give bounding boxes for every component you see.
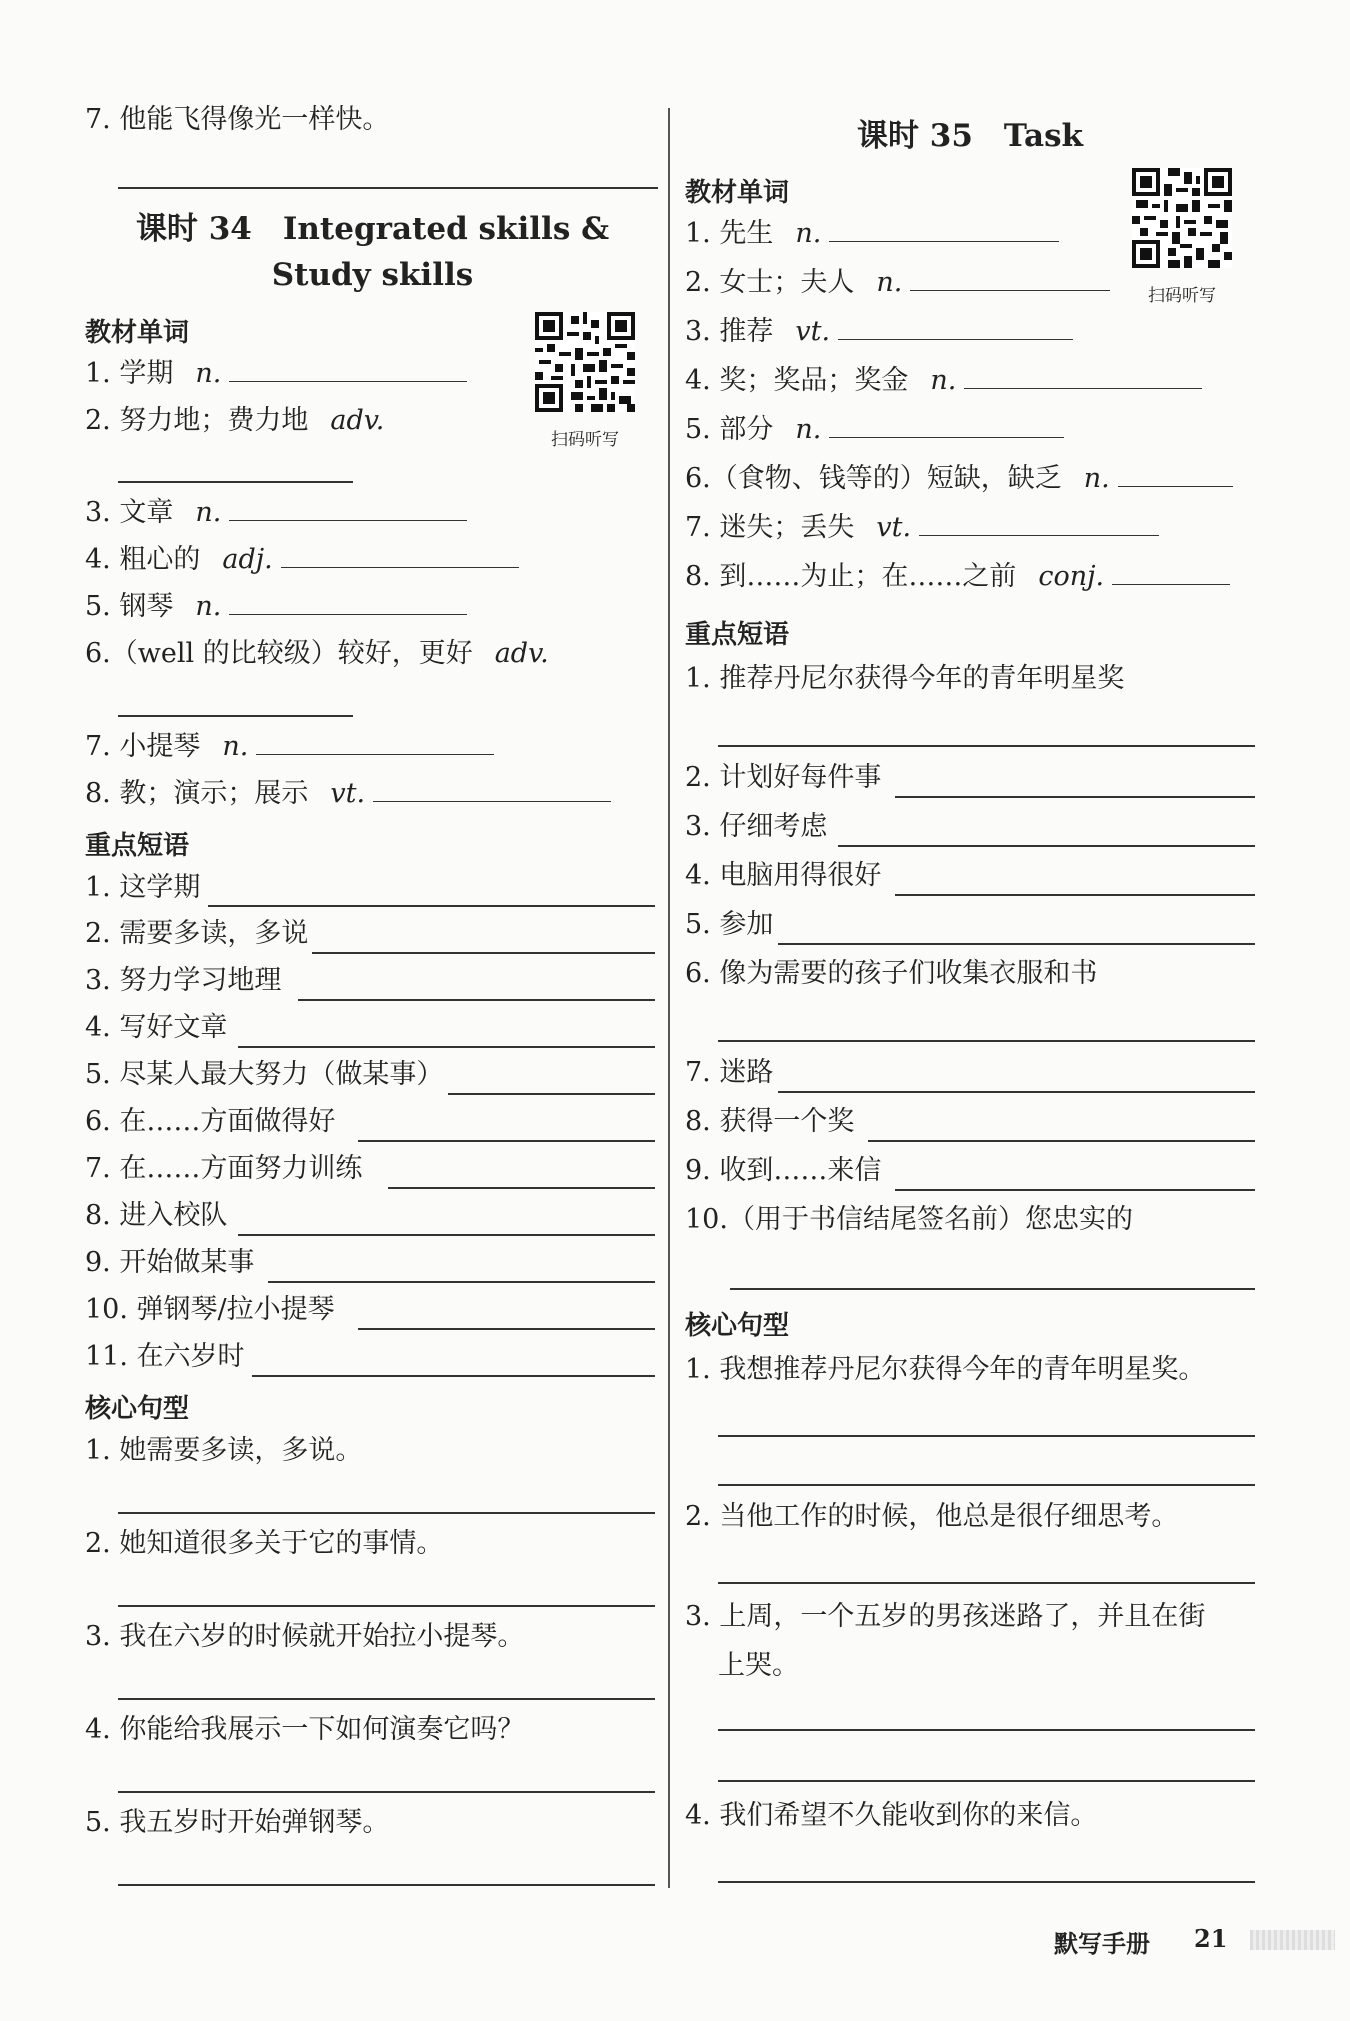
answer-line[interactable] [298, 999, 655, 1001]
qr-caption: 扫码听写 [551, 430, 619, 450]
column-divider [668, 108, 670, 1888]
answer-line[interactable] [1118, 463, 1233, 487]
right-phrase-heading: 重点短语 [685, 620, 790, 650]
qr-caption: 扫码听写 [1148, 286, 1216, 306]
vocab-item: 4. 粗心的 adj. [85, 544, 519, 576]
phrase-item: 6. 在……方面做得好 [85, 1106, 336, 1137]
phrase-item: 6. 像为需要的孩子们收集衣服和书 [685, 958, 1098, 989]
answer-line[interactable] [229, 497, 467, 521]
sentence-item: 3. 我在六岁的时候就开始拉小提琴。 [85, 1621, 525, 1652]
phrase-item: 5. 参加 [685, 909, 774, 940]
footer-decoration [1250, 1930, 1335, 1950]
answer-line[interactable] [964, 365, 1202, 389]
answer-line[interactable] [118, 1512, 655, 1514]
phrase-item: 4. 电脑用得很好 [685, 860, 882, 891]
answer-line[interactable] [358, 1140, 655, 1142]
answer-line[interactable] [281, 544, 519, 568]
answer-line[interactable] [118, 1791, 655, 1793]
vocab-item: 6.（食物、钱等的）短缺，缺乏 n. [685, 463, 1233, 495]
phrase-item: 8. 进入校队 [85, 1200, 228, 1231]
lesson-35-title: 课时 35 Task [856, 118, 1084, 154]
sentence-item: 1. 她需要多读，多说。 [85, 1435, 363, 1466]
answer-line[interactable] [448, 1093, 655, 1095]
answer-line[interactable] [718, 1435, 1255, 1437]
phrase-item: 7. 在……方面努力训练 [85, 1153, 363, 1184]
answer-line[interactable] [238, 1234, 655, 1236]
vocab-item: 8. 到……为止；在……之前 conj. [685, 561, 1230, 593]
phrase-item: 4. 写好文章 [85, 1012, 228, 1043]
phrase-item: 1. 这学期 [85, 872, 201, 903]
vocab-item: 3. 推荐 vt. [685, 316, 1073, 348]
sentence-item: 5. 我五岁时开始弹钢琴。 [85, 1807, 390, 1838]
answer-line[interactable] [895, 796, 1255, 798]
vocab-item: 5. 钢琴 n. [85, 591, 467, 623]
lesson-34-title-line2: Study skills [271, 257, 474, 293]
answer-line[interactable] [718, 1582, 1255, 1584]
answer-line[interactable] [895, 894, 1255, 896]
vocab-item: 7. 迷失；丢失 vt. [685, 512, 1159, 544]
answer-line[interactable] [1112, 561, 1230, 585]
sentence-item: 3. 上周，一个五岁的男孩迷路了，并且在街 [685, 1601, 1206, 1632]
left-top-item: 7. 他能飞得像光一样快。 [85, 104, 390, 135]
sentence-item-continued: 上哭。 [718, 1650, 799, 1681]
qr-code-icon [535, 312, 635, 412]
answer-line[interactable] [718, 1729, 1255, 1731]
phrase-item: 9. 开始做某事 [85, 1247, 255, 1278]
answer-line[interactable] [312, 952, 655, 954]
answer-line[interactable] [730, 1288, 1255, 1290]
footer-book-title: 默写手册 [1054, 1930, 1150, 1958]
answer-line[interactable] [895, 1189, 1255, 1191]
answer-line[interactable] [718, 1881, 1255, 1883]
answer-line[interactable] [118, 1605, 655, 1607]
answer-line[interactable] [358, 1328, 655, 1330]
answer-line[interactable] [118, 481, 353, 483]
answer-line[interactable] [718, 1780, 1255, 1782]
phrase-item: 9. 收到……来信 [685, 1155, 882, 1186]
phrase-item: 8. 获得一个奖 [685, 1106, 855, 1137]
vocab-item: 1. 先生 n. [685, 218, 1059, 250]
answer-line[interactable] [829, 414, 1064, 438]
vocab-item: 8. 教；演示；展示 vt. [85, 778, 611, 810]
left-sentence-heading: 核心句型 [85, 1394, 190, 1424]
sentence-item: 2. 她知道很多关于它的事情。 [85, 1528, 444, 1559]
answer-line[interactable] [229, 591, 467, 615]
vocab-item: 5. 部分 n. [685, 414, 1064, 446]
answer-line[interactable] [388, 1187, 655, 1189]
phrase-item: 5. 尽某人最大努力（做某事） [85, 1059, 444, 1090]
vocab-item: 1. 学期 n. [85, 358, 467, 390]
answer-line[interactable] [208, 905, 655, 907]
vocab-item: 6.（well 的比较级）较好，更好 adv. [85, 638, 549, 669]
answer-line[interactable] [718, 745, 1255, 747]
answer-line[interactable] [118, 1698, 655, 1700]
phrase-item: 11. 在六岁时 [85, 1341, 245, 1372]
answer-line[interactable] [718, 1040, 1255, 1042]
answer-line[interactable] [268, 1281, 655, 1283]
phrase-item: 10.（用于书信结尾签名前）您忠实的 [685, 1204, 1133, 1235]
vocab-item: 4. 奖；奖品；奖金 n. [685, 365, 1202, 397]
answer-line[interactable] [919, 512, 1159, 536]
qr-code-icon [1132, 168, 1232, 268]
answer-line[interactable] [829, 218, 1059, 242]
phrase-item: 3. 努力学习地理 [85, 965, 282, 996]
phrase-item: 2. 计划好每件事 [685, 762, 882, 793]
answer-line[interactable] [256, 731, 494, 755]
answer-line[interactable] [229, 358, 467, 382]
right-vocab-heading: 教材单词 [685, 178, 790, 208]
vocab-item: 2. 努力地；费力地 adv. [85, 405, 385, 436]
answer-line[interactable] [718, 1484, 1255, 1486]
sentence-item: 1. 我想推荐丹尼尔获得今年的青年明星奖。 [685, 1354, 1206, 1385]
left-phrase-heading: 重点短语 [85, 831, 190, 861]
answer-line[interactable] [252, 1375, 655, 1377]
answer-line[interactable] [778, 1091, 1255, 1093]
vocab-item: 7. 小提琴 n. [85, 731, 494, 763]
sentence-item: 2. 当他工作的时候，他总是很仔细思考。 [685, 1501, 1179, 1532]
vocab-item: 3. 文章 n. [85, 497, 467, 529]
answer-line[interactable] [118, 187, 658, 189]
sentence-item: 4. 你能给我展示一下如何演奏它吗？ [85, 1714, 525, 1745]
answer-line[interactable] [373, 778, 611, 802]
answer-line[interactable] [838, 316, 1073, 340]
answer-line[interactable] [118, 1884, 655, 1886]
phrase-item: 2. 需要多读，多说 [85, 918, 309, 949]
phrase-item: 3. 仔细考虑 [685, 811, 828, 842]
left-vocab-heading: 教材单词 [85, 318, 190, 348]
answer-line[interactable] [118, 715, 353, 717]
sentence-item: 4. 我们希望不久能收到你的来信。 [685, 1800, 1098, 1831]
lesson-34-title-line1: 课时 34 Integrated skills & [135, 211, 610, 247]
phrase-item: 10. 弹钢琴/拉小提琴 [85, 1294, 335, 1325]
vocab-item: 2. 女士；夫人 n. [685, 267, 1110, 299]
answer-line[interactable] [778, 943, 1255, 945]
answer-line[interactable] [238, 1046, 655, 1048]
answer-line[interactable] [910, 267, 1110, 291]
answer-line[interactable] [838, 845, 1255, 847]
right-sentence-heading: 核心句型 [685, 1311, 790, 1341]
phrase-item: 1. 推荐丹尼尔获得今年的青年明星奖 [685, 663, 1125, 694]
answer-line[interactable] [868, 1140, 1255, 1142]
page-number: 21 [1194, 1924, 1228, 1953]
phrase-item: 7. 迷路 [685, 1057, 774, 1088]
